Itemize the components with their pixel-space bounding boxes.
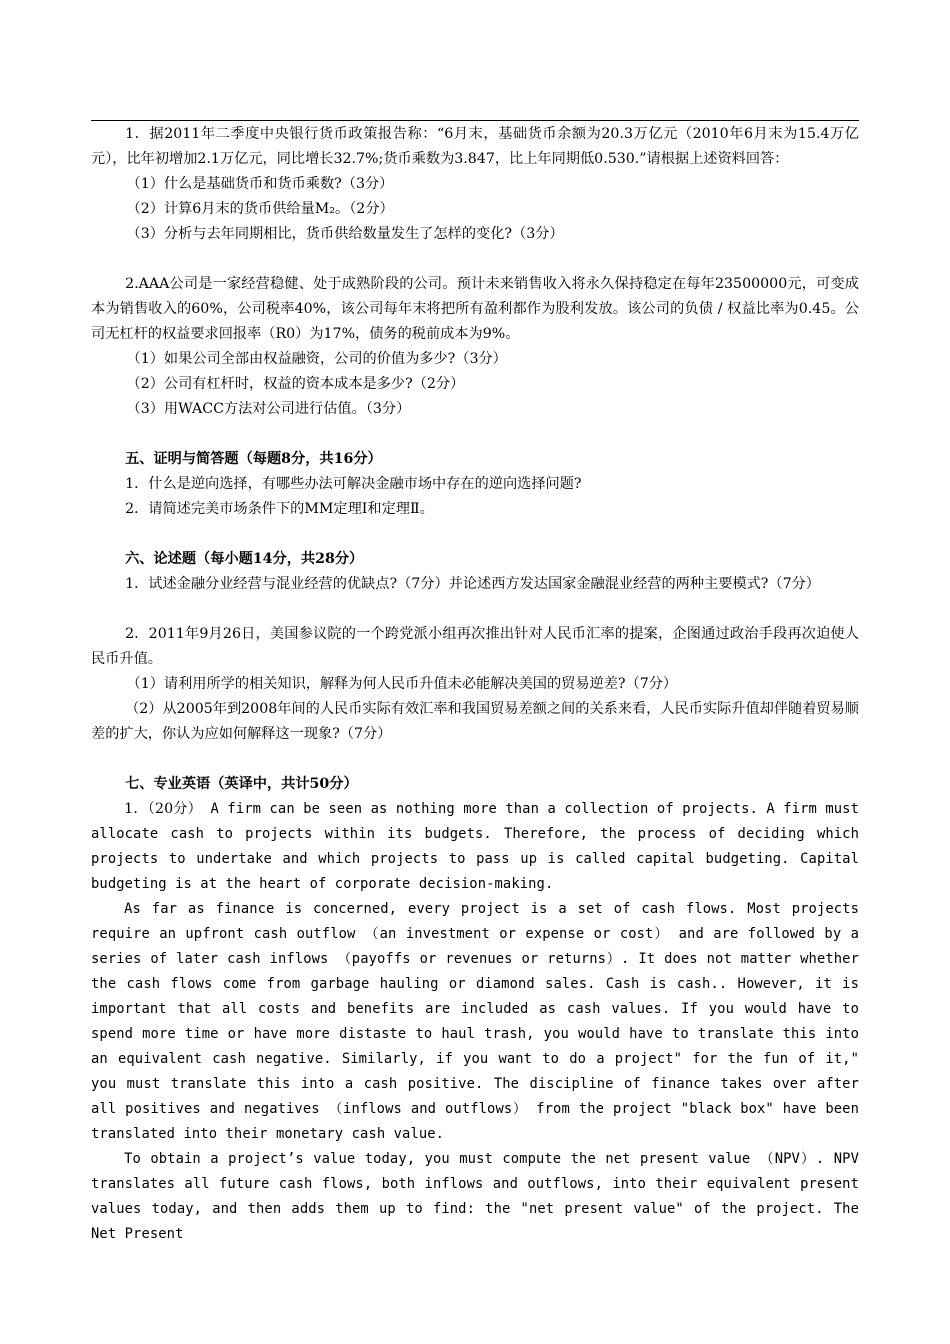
english-passage bbox=[91, 797, 859, 1247]
document-body bbox=[91, 122, 859, 1247]
header-rule bbox=[91, 120, 859, 121]
q1-sub3: （3）分析与去年同期相比，货币供给数量发生了怎样的变化?（3分） bbox=[126, 226, 564, 242]
s6-sub1: （1）请利用所学的相关知识，解释为何人民币升值未必能解决美国的贸易逆差?（7分） bbox=[126, 676, 678, 692]
q2-sub2: （2）公司有杠杆时，权益的资本成本是多少?（2分） bbox=[126, 376, 465, 392]
s7-p3: To obtain a project’s value today, you must compute the net present value （NPV）. NPV translates all future cash flows, both inflows and outflows, into their equivalent present values today, and then adds them up to find: the "net present value" of the project. The Net Present bbox=[91, 1151, 859, 1242]
s5-item2: 2．请简述完美市场条件下的MM定理Ⅰ和定理Ⅱ。 bbox=[125, 501, 434, 517]
section-5-heading: 五、证明与简答题（每题8分，共16分） bbox=[125, 451, 382, 467]
s5-item1: 1．什么是逆向选择，有哪些办法可解决金融市场中存在的逆向选择问题? bbox=[125, 476, 582, 492]
s6-item1: 1．试述金融分业经营与混业经营的优缺点?（7分）并论述西方发达国家金融混业经营的两种主要模式?（7分） bbox=[125, 576, 820, 592]
q2-sub1: （1）如果公司全部由权益融资，公司的价值为多少?（3分） bbox=[126, 351, 507, 367]
q1-sub2: （2）计算6月末的货币供给量M₂。（2分） bbox=[126, 201, 394, 217]
s7-p1 bbox=[91, 797, 859, 897]
s7-p2: As far as finance is concerned, every project is a set of cash flows. Most projects require an upfront cash outflow （an investment or expense or cost） and are followed by a series of later cash inflows （payoffs or revenues or returns）. It does not matter whether the cash flows come from garbage hauling or diamond sales. Cash is cash.. However, it is important that all costs and benefits are included as cash values. If you would have to spend more time or have more distaste to haul trash, you would have to translate this into an equivalent cash negative. Similarly, if you want to do a project" for the fun of it," you must translate this into a cash positive. The discipline of finance takes over after all positives and negatives （inflows and outflows） from the project "black box" have been translated into their monetary cash value. bbox=[91, 901, 859, 1142]
q1-sub1: （1）什么是基础货币和货币乘数?（3分） bbox=[126, 176, 394, 192]
s6-item2: 2．2011年9月26日，美国参议院的一个跨党派小组再次推出针对人民币汇率的提案，企图通过政治手段再次迫使人民币升值。 bbox=[91, 626, 859, 667]
q2-sub3: （3）用WACC方法对公司进行估值。（3分） bbox=[126, 401, 411, 417]
section-7-heading: 七、专业英语（英译中，共计50分） bbox=[125, 776, 358, 792]
section-6-heading: 六、论述题（每小题14分，共28分） bbox=[125, 551, 364, 567]
s6-sub2: （2）从2005年到2008年间的人民币实际有效汇率和我国贸易差额之间的关系来看，人民币实际升值却伴随着贸易顺差的扩大，你认为应如何解释这一现象?（7分） bbox=[91, 701, 859, 742]
q2-text: 2.AAA公司是一家经营稳健、处于成熟阶段的公司。预计未来销售收入将永久保持稳定在每年23500000元，可变成本为销售收入的60%，公司税率40%，该公司每年末将把所有盈利都作为股利发放。该公司的负债 / 权益比率为0.45。公司无杠杆的权益要求回报率（R0）为17%，债务的税前成本为9%。 bbox=[91, 276, 859, 342]
q1-text: 1．据2011年二季度中央银行货币政策报告称：“6月末，基础货币余额为20.3万亿元（2010年6月末为15.4万亿元），比年初增加2.1万亿元，同比增长32.7%;货币乘数为3.847，比上年同期低0.530.”请根据上述资料回答： bbox=[91, 126, 859, 167]
s7-p1-text: A firm can be seen as nothing more than a collection of projects. A firm must allocate cash to projects within its budgets. Therefore, the process of deciding which projects to undertake and which projects to pass up is called capital budgeting. Capital budgeting is at the heart of corporate decision-making. bbox=[91, 801, 859, 892]
s7-lead: 1．（20分） bbox=[124, 801, 203, 817]
